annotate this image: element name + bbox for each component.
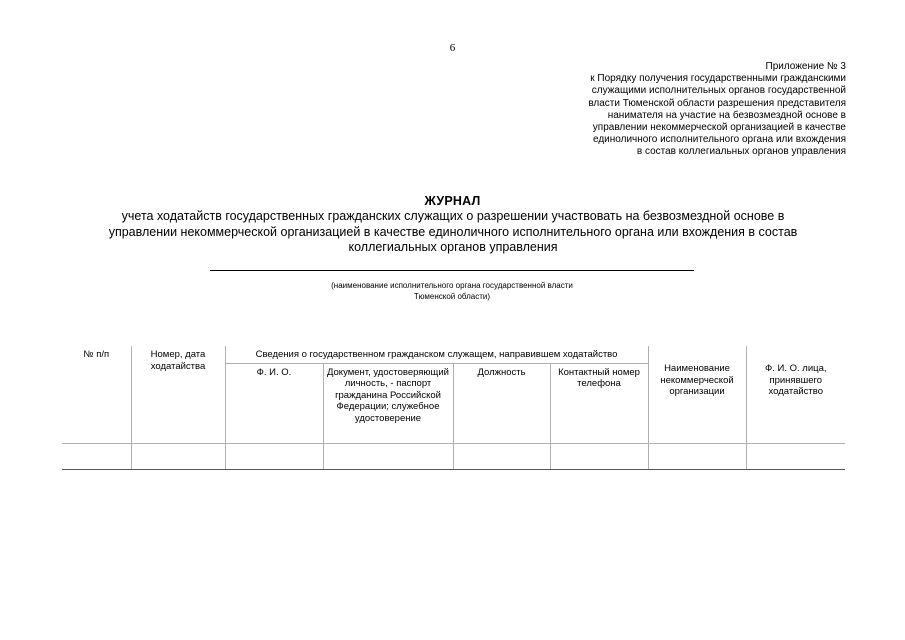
table-cell	[225, 443, 323, 469]
table-cell	[131, 443, 225, 469]
org-caption-line: (наименование исполнительного органа государственной власти	[331, 281, 573, 290]
header-position: Должность	[453, 363, 550, 443]
subtitle-line: управлении некоммерческой организацией в качестве единоличного исполнительного органа или вхождения в состав	[108, 224, 798, 239]
table-cell	[323, 443, 453, 469]
subtitle-line: коллегиальных органов управления	[348, 240, 558, 254]
appendix-block	[516, 61, 846, 159]
appendix-line: управлении некоммерческой организацией в качестве	[592, 122, 846, 134]
subtitle-line: учета ходатайств государственных гражданских служащих о разрешении участвовать на безвозмездной основе в	[121, 209, 785, 223]
table-cell	[550, 443, 648, 469]
appendix-line: единоличного исполнительного органа или вхождения	[592, 134, 846, 146]
org-name-caption	[210, 280, 694, 302]
header-fio: Ф. И. О.	[225, 363, 323, 443]
document-title: ЖУРНАЛ	[424, 194, 481, 208]
header-document: Документ, удостоверяющий личность, - паспорт гражданина Российской Федерации; служебное удостоверение	[323, 363, 453, 443]
table-row	[62, 443, 845, 469]
appendix-line: к Порядку получения государственными гражданскими	[590, 73, 846, 85]
org-name-underline	[210, 270, 694, 271]
appendix-line: служащими исполнительных органов государственной	[591, 85, 846, 97]
header-number: № п/п	[62, 346, 131, 443]
table-cell	[453, 443, 550, 469]
document-subtitle	[62, 209, 844, 256]
org-caption-line: Тюменской области)	[413, 292, 491, 301]
appendix-line: в состав коллегиальных органов управления	[636, 146, 846, 158]
table-header-row	[62, 346, 845, 363]
appendix-line: Приложение № 3	[765, 61, 846, 72]
header-petition: Номер, дата ходатайства	[131, 346, 225, 443]
table-cell	[62, 443, 131, 469]
journal-table	[62, 346, 845, 470]
header-org-name: Наименование некоммерческой организации	[648, 346, 746, 443]
table-cell	[648, 443, 746, 469]
header-accepted-by: Ф. И. О. лица, принявшего ходатайство	[746, 346, 845, 443]
appendix-line: власти Тюменской области разрешения представителя	[588, 97, 846, 109]
table-cell	[746, 443, 845, 469]
appendix-line: нанимателя на участие на безвозмездной основе в	[607, 109, 846, 121]
header-phone: Контактный номер телефона	[550, 363, 648, 443]
header-employee-group: Сведения о государственном гражданском служащем, направившем ходатайство	[225, 346, 648, 363]
page-number: 6	[449, 42, 456, 54]
